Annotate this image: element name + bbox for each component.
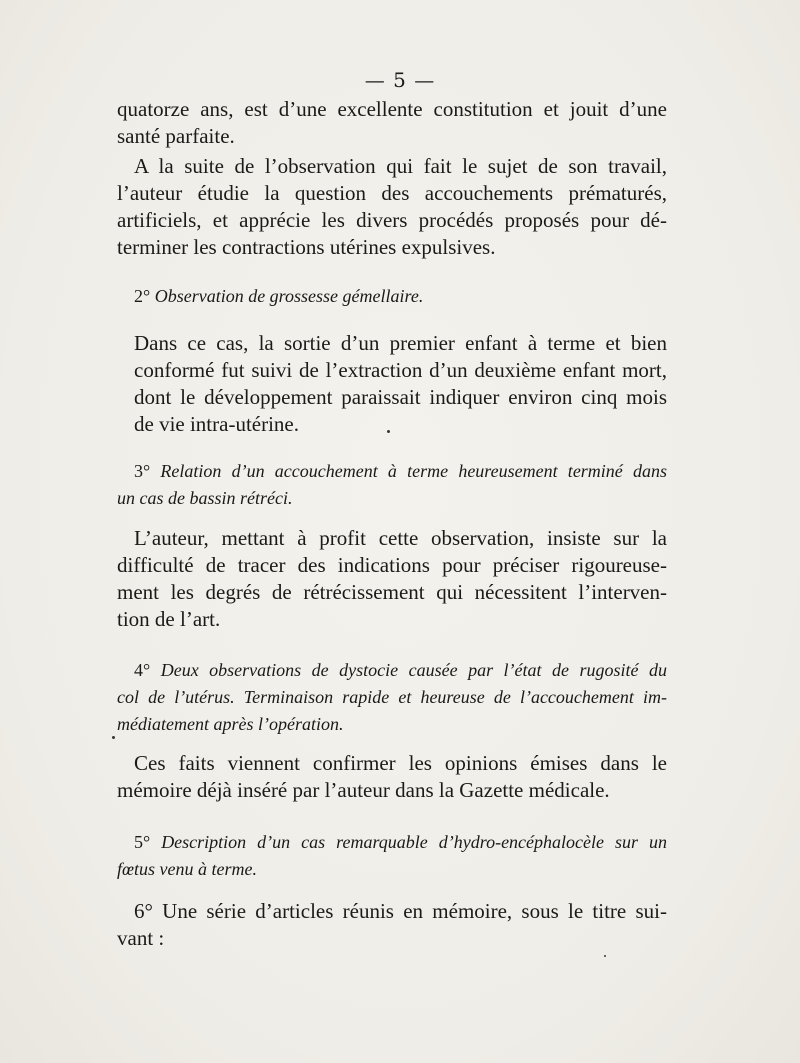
text-line: quatorze ans, est d’une excellente constitution et jouit d’une <box>117 97 667 121</box>
heading-narrow-pelvis <box>117 458 667 512</box>
heading-hydro-encephalocele <box>117 829 667 883</box>
paragraph-facts-confirm <box>117 750 667 804</box>
ink-speck <box>387 430 390 433</box>
heading-line <box>117 458 667 485</box>
text-line: Dans ce cas, la sortie d’un premier enfant à terme et bien <box>134 331 667 355</box>
text-line: terminer les contractions utérines expulsives. <box>117 235 496 259</box>
text-line: ment les degrés de rétrécissement qui nécessitent l’interven- <box>117 580 667 604</box>
text-line: Ces faits viennent confirmer les opinions émises dans le <box>134 751 667 775</box>
heading-number: 5° <box>134 832 151 852</box>
text-line: de vie intra-utérine. <box>134 412 300 436</box>
paragraph-premature-deliveries <box>117 153 667 261</box>
text-line: artificiels, et apprécie les divers procédés proposés pour dé- <box>117 208 667 232</box>
heading-dystocia <box>117 657 667 738</box>
heading-text: Observation de grossesse gémellaire. <box>154 286 424 306</box>
text-line: L’auteur, mettant à profit cette observation, insiste sur la <box>134 526 667 550</box>
heading-line: col de l’utérus. Terminaison rapide et heureuse de l’accouchement im- <box>117 687 667 707</box>
text-line: dont le développement paraissait indiquer environ cinq mois <box>134 385 667 409</box>
text-line: 6° Une série d’articles réunis en mémoire, sous le titre sui- <box>134 899 667 923</box>
text-line: santé parfaite. <box>117 124 235 148</box>
paragraph-author-insists <box>117 525 667 633</box>
heading-line <box>117 829 667 856</box>
text-line: vant : <box>117 926 165 950</box>
heading-number: 4° <box>134 660 151 680</box>
heading-line: un cas de bassin rétréci. <box>117 488 293 508</box>
text-line: difficulté de tracer des indications pour préciser rigoureuse- <box>117 553 667 577</box>
heading-number: 3° <box>134 461 151 481</box>
heading-line: fœtus venu à terme. <box>117 859 257 879</box>
heading-text: Description d’un cas remarquable d’hydro-encéphalocèle sur un <box>161 832 667 852</box>
heading-twin-pregnancy <box>117 283 667 310</box>
paragraph-twin-case <box>117 330 667 438</box>
heading-line <box>117 657 667 684</box>
heading-line: médiatement après l’opération. <box>117 714 344 734</box>
heading-text: Deux observations de dystocie causée par l’état de rugosité du <box>160 660 668 680</box>
text-line: A la suite de l’observation qui fait le sujet de son travail, <box>134 154 667 178</box>
text-line: tion de l’art. <box>117 607 221 631</box>
text-line: l’auteur étudie la question des accouchements prématurés, <box>117 181 667 205</box>
paragraph-continuation <box>117 96 667 150</box>
paragraph-series-of-articles <box>117 898 667 952</box>
heading-line <box>117 283 667 310</box>
heading-text: Relation d’un accouchement à terme heureusement terminé dans <box>160 461 667 481</box>
ink-speck <box>604 955 606 957</box>
ink-speck <box>112 736 115 739</box>
heading-number: 2° <box>134 286 151 306</box>
text-line: mémoire déjà inséré par l’auteur dans la Gazette médicale. <box>117 778 610 802</box>
page-number: — 5 — <box>364 68 436 92</box>
text-line: conformé fut suivi de l’extraction d’un deuxième enfant mort, <box>134 358 667 382</box>
